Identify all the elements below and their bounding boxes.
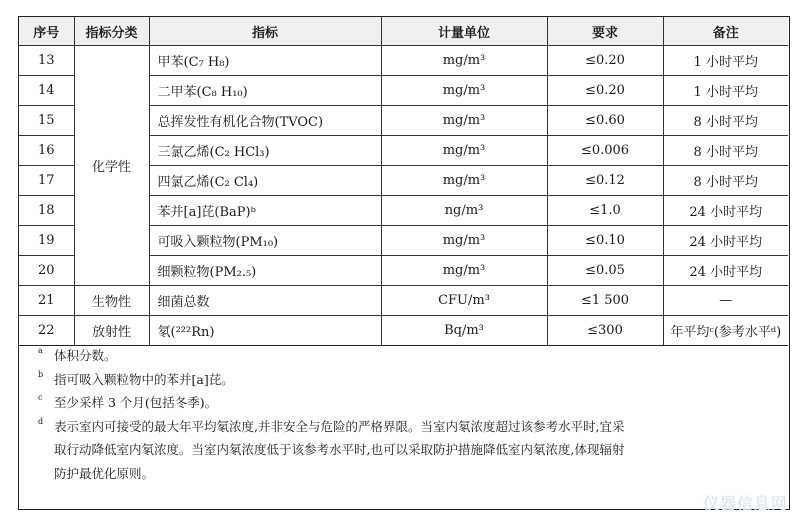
footnote-d-continued — [38, 462, 758, 486]
row-remark: 年平均ᶜ(参考水平ᵈ) — [663, 316, 788, 346]
indicator-table — [19, 17, 788, 346]
row-requirement: ≤1 500 — [547, 286, 663, 316]
row-indicator: 甲苯(C₇ H₈) — [149, 46, 381, 76]
table-row — [19, 286, 788, 316]
footnote-c — [38, 391, 758, 415]
header-unit: 计量单位 — [381, 17, 547, 46]
row-no: 21 — [19, 286, 74, 316]
row-unit: mg/m³ — [381, 106, 547, 136]
category-chemical: 化学性 — [74, 46, 149, 286]
footnote-text: 取行动降低室内氡浓度。当室内氡浓度低于该参考水平时,也可以采取防护措施降低室内氡浓度,体现辐射 — [54, 442, 625, 457]
row-remark: 8 小时平均 — [663, 136, 788, 166]
row-requirement: ≤0.20 — [547, 46, 663, 76]
table-footnotes — [38, 344, 758, 485]
table-row — [19, 316, 788, 346]
footnote-text: 体积分数。 — [54, 348, 117, 363]
row-no: 13 — [19, 46, 74, 76]
footnote-text: 指可吸入颗粒物中的苯并[a]芘。 — [54, 371, 234, 387]
row-unit: Bq/m³ — [381, 316, 547, 346]
header-remark: 备注 — [663, 17, 788, 46]
row-requirement: ≤1.0 — [547, 196, 663, 226]
row-remark: 8 小时平均 — [663, 106, 788, 136]
footnote-text: 表示室内可接受的最大年平均氡浓度,并非安全与危险的严格界限。当室内氡浓度超过该参考水平时,宜采 — [54, 418, 625, 434]
footnote-d — [38, 415, 758, 439]
footnote-text: 至少采样 3 个月(包括冬季)。 — [54, 395, 218, 410]
row-remark: 24 小时平均 — [663, 196, 788, 226]
header-requirement: 要求 — [547, 17, 663, 46]
row-remark: 1 小时平均 — [663, 46, 788, 76]
row-unit: mg/m³ — [381, 226, 547, 256]
row-requirement: ≤0.05 — [547, 256, 663, 286]
table-row — [19, 46, 788, 76]
row-unit: mg/m³ — [381, 256, 547, 286]
footnote-b — [38, 368, 758, 392]
row-indicator: 四氯乙烯(C₂ Cl₄) — [149, 166, 381, 196]
row-indicator: 可吸入颗粒物(PM₁₀) — [149, 226, 381, 256]
header-indicator: 指标 — [149, 17, 381, 46]
row-no: 22 — [19, 316, 74, 346]
row-no: 17 — [19, 166, 74, 196]
row-unit: mg/m³ — [381, 46, 547, 76]
row-no: 18 — [19, 196, 74, 226]
row-indicator: 氡(²²²Rn) — [149, 316, 381, 346]
row-requirement: ≤300 — [547, 316, 663, 346]
row-remark: 24 小时平均 — [663, 226, 788, 256]
row-unit: mg/m³ — [381, 76, 547, 106]
header-category: 指标分类 — [74, 17, 149, 46]
row-indicator: 二甲苯(C₈ H₁₀) — [149, 76, 381, 106]
row-requirement: ≤0.006 — [547, 136, 663, 166]
footnote-a — [38, 344, 758, 368]
table-header-row — [19, 17, 788, 46]
row-no: 15 — [19, 106, 74, 136]
row-unit: mg/m³ — [381, 166, 547, 196]
row-indicator: 三氯乙烯(C₂ HCl₃) — [149, 136, 381, 166]
footnote-mark: d — [38, 416, 44, 426]
header-no: 序号 — [19, 17, 74, 46]
row-remark: 24 小时平均 — [663, 256, 788, 286]
row-unit: mg/m³ — [381, 136, 547, 166]
watermark-logo: 仪器信息网 — [702, 494, 788, 513]
row-unit: CFU/m³ — [381, 286, 547, 316]
footnote-mark: c — [38, 393, 43, 402]
row-no: 19 — [19, 226, 74, 256]
category-radioactive: 放射性 — [74, 316, 149, 346]
row-remark: 8 小时平均 — [663, 166, 788, 196]
footnote-d-continued — [38, 438, 758, 462]
row-requirement: ≤0.12 — [547, 166, 663, 196]
row-no: 14 — [19, 76, 74, 106]
category-biological: 生物性 — [74, 286, 149, 316]
footnote-text: 防护最优化原则。 — [54, 465, 155, 481]
row-no: 20 — [19, 256, 74, 286]
row-requirement: ≤0.10 — [547, 226, 663, 256]
footnote-mark: b — [38, 369, 44, 379]
row-indicator: 细菌总数 — [149, 286, 381, 316]
row-requirement: ≤0.20 — [547, 76, 663, 106]
row-no: 16 — [19, 136, 74, 166]
row-remark: 1 小时平均 — [663, 76, 788, 106]
row-unit: ng/m³ — [381, 196, 547, 226]
footnote-mark: a — [38, 346, 43, 355]
row-remark: — — [663, 286, 788, 316]
row-requirement: ≤0.60 — [547, 106, 663, 136]
row-indicator: 苯并[a]芘(BaP)ᵇ — [149, 196, 381, 226]
row-indicator: 细颗粒物(PM₂.₅) — [149, 256, 381, 286]
row-indicator: 总挥发性有机化合物(TVOC) — [149, 106, 381, 136]
